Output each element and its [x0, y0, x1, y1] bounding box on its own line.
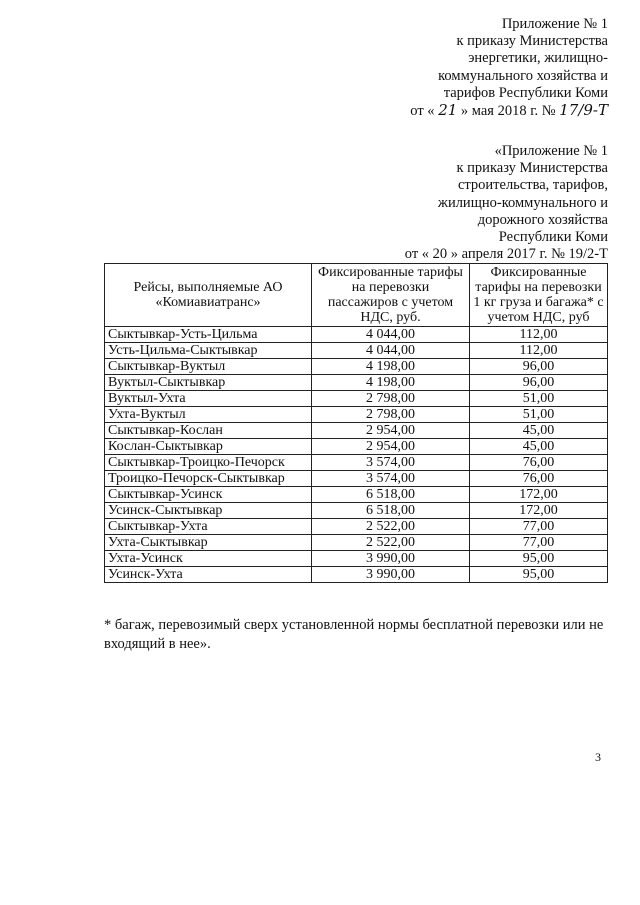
table-row	[105, 455, 608, 471]
table-row	[105, 407, 608, 423]
date-mid: » мая 2018 г. №	[460, 103, 556, 120]
appendix-line: к приказу Министерства	[456, 33, 608, 50]
route-cell: Сыктывкар-Вуктыл	[105, 359, 312, 375]
passenger-tariff-cell: 2 522,00	[312, 519, 470, 535]
handwritten-order-number: 17/9-Т	[559, 101, 608, 120]
appendix-date-line	[410, 102, 608, 120]
passenger-tariff-cell: 3 574,00	[312, 455, 470, 471]
passenger-tariff-cell: 4 198,00	[312, 375, 470, 391]
table-row	[105, 391, 608, 407]
table-row	[105, 343, 608, 359]
passenger-tariff-cell: 3 990,00	[312, 567, 470, 583]
page-number: 3	[595, 750, 601, 764]
table-row	[105, 535, 608, 551]
cargo-tariff-cell: 45,00	[470, 423, 608, 439]
appendix-line: от « 20 » апреля 2017 г. № 19/2-Т	[404, 246, 608, 263]
cargo-tariff-cell: 112,00	[470, 343, 608, 359]
table-row	[105, 471, 608, 487]
cargo-tariff-cell: 45,00	[470, 439, 608, 455]
appendix-line: тарифов Республики Коми	[443, 84, 608, 101]
footnote: * багаж, перевозимый сверх установленной нормы бесплатной перевозки или не входящий в нее».	[104, 617, 604, 652]
header-routes: Рейсы, выполняемые АО «Комиавиатранс»	[105, 264, 312, 327]
route-cell: Усинск-Сыктывкар	[105, 503, 312, 519]
passenger-tariff-cell: 2 522,00	[312, 535, 470, 551]
cargo-tariff-cell: 95,00	[470, 567, 608, 583]
handwritten-day: 21	[438, 101, 458, 120]
cargo-tariff-cell: 51,00	[470, 407, 608, 423]
route-cell: Сыктывкар-Кослан	[105, 423, 312, 439]
header-cargo-tariff: Фиксированные тарифы на перевозки 1 кг груза и багажа* с учетом НДС, руб	[470, 264, 608, 327]
cargo-tariff-cell: 76,00	[470, 455, 608, 471]
table-row	[105, 551, 608, 567]
appendix-line: строительства, тарифов,	[457, 177, 608, 194]
route-cell: Вуктыл-Ухта	[105, 391, 312, 407]
cargo-tariff-cell: 95,00	[470, 551, 608, 567]
appendix-line: жилищно-коммунального и	[437, 194, 608, 211]
appendix-line: энергетики, жилищно-	[468, 50, 608, 67]
cargo-tariff-cell: 51,00	[470, 391, 608, 407]
route-cell: Ухта-Сыктывкар	[105, 535, 312, 551]
table-row	[105, 503, 608, 519]
route-cell: Сыктывкар-Усинск	[105, 487, 312, 503]
appendix-line: к приказу Министерства	[456, 160, 608, 177]
cargo-tariff-cell: 77,00	[470, 535, 608, 551]
table-row	[105, 375, 608, 391]
passenger-tariff-cell: 6 518,00	[312, 487, 470, 503]
table-row	[105, 567, 608, 583]
table-row	[105, 359, 608, 375]
passenger-tariff-cell: 2 954,00	[312, 423, 470, 439]
cargo-tariff-cell: 76,00	[470, 471, 608, 487]
passenger-tariff-cell: 4 044,00	[312, 327, 470, 343]
route-cell: Усть-Цильма-Сыктывкар	[105, 343, 312, 359]
route-cell: Ухта-Усинск	[105, 551, 312, 567]
passenger-tariff-cell: 2 954,00	[312, 439, 470, 455]
passenger-tariff-cell: 4 044,00	[312, 343, 470, 359]
appendix-header-old	[405, 143, 608, 263]
route-cell: Сыктывкар-Ухта	[105, 519, 312, 535]
route-cell: Сыктывкар-Усть-Цильма	[105, 327, 312, 343]
passenger-tariff-cell: 2 798,00	[312, 391, 470, 407]
cargo-tariff-cell: 96,00	[470, 359, 608, 375]
route-cell: Троицко-Печорск-Сыктывкар	[105, 471, 312, 487]
cargo-tariff-cell: 172,00	[470, 487, 608, 503]
table-row	[105, 327, 608, 343]
passenger-tariff-cell: 6 518,00	[312, 503, 470, 519]
route-cell: Усинск-Ухта	[105, 567, 312, 583]
passenger-tariff-cell: 4 198,00	[312, 359, 470, 375]
tariff-table	[104, 263, 608, 583]
route-cell: Сыктывкар-Троицко-Печорск	[105, 455, 312, 471]
appendix-line: «Приложение № 1	[494, 143, 608, 159]
appendix-line: Республики Коми	[498, 229, 608, 246]
route-cell: Кослан-Сыктывкар	[105, 439, 312, 455]
passenger-tariff-cell: 2 798,00	[312, 407, 470, 423]
table-header-row	[105, 264, 608, 327]
table-row	[105, 487, 608, 503]
appendix-line: дорожного хозяйства	[477, 211, 608, 228]
table-row	[105, 423, 608, 439]
route-cell: Ухта-Вуктыл	[105, 407, 312, 423]
table-body	[105, 327, 608, 583]
cargo-tariff-cell: 77,00	[470, 519, 608, 535]
route-cell: Вуктыл-Сыктывкар	[105, 375, 312, 391]
table-row	[105, 439, 608, 455]
date-prefix: от «	[410, 103, 435, 120]
table-row	[105, 519, 608, 535]
passenger-tariff-cell: 3 990,00	[312, 551, 470, 567]
appendix-header-new	[410, 16, 608, 120]
passenger-tariff-cell: 3 574,00	[312, 471, 470, 487]
cargo-tariff-cell: 96,00	[470, 375, 608, 391]
cargo-tariff-cell: 172,00	[470, 503, 608, 519]
appendix-line: коммунального хозяйства и	[438, 67, 608, 84]
cargo-tariff-cell: 112,00	[470, 327, 608, 343]
appendix-line: Приложение № 1	[501, 16, 608, 32]
header-passenger-tariff: Фиксированные тарифы на перевозки пассажиров с учетом НДС, руб.	[312, 264, 470, 327]
